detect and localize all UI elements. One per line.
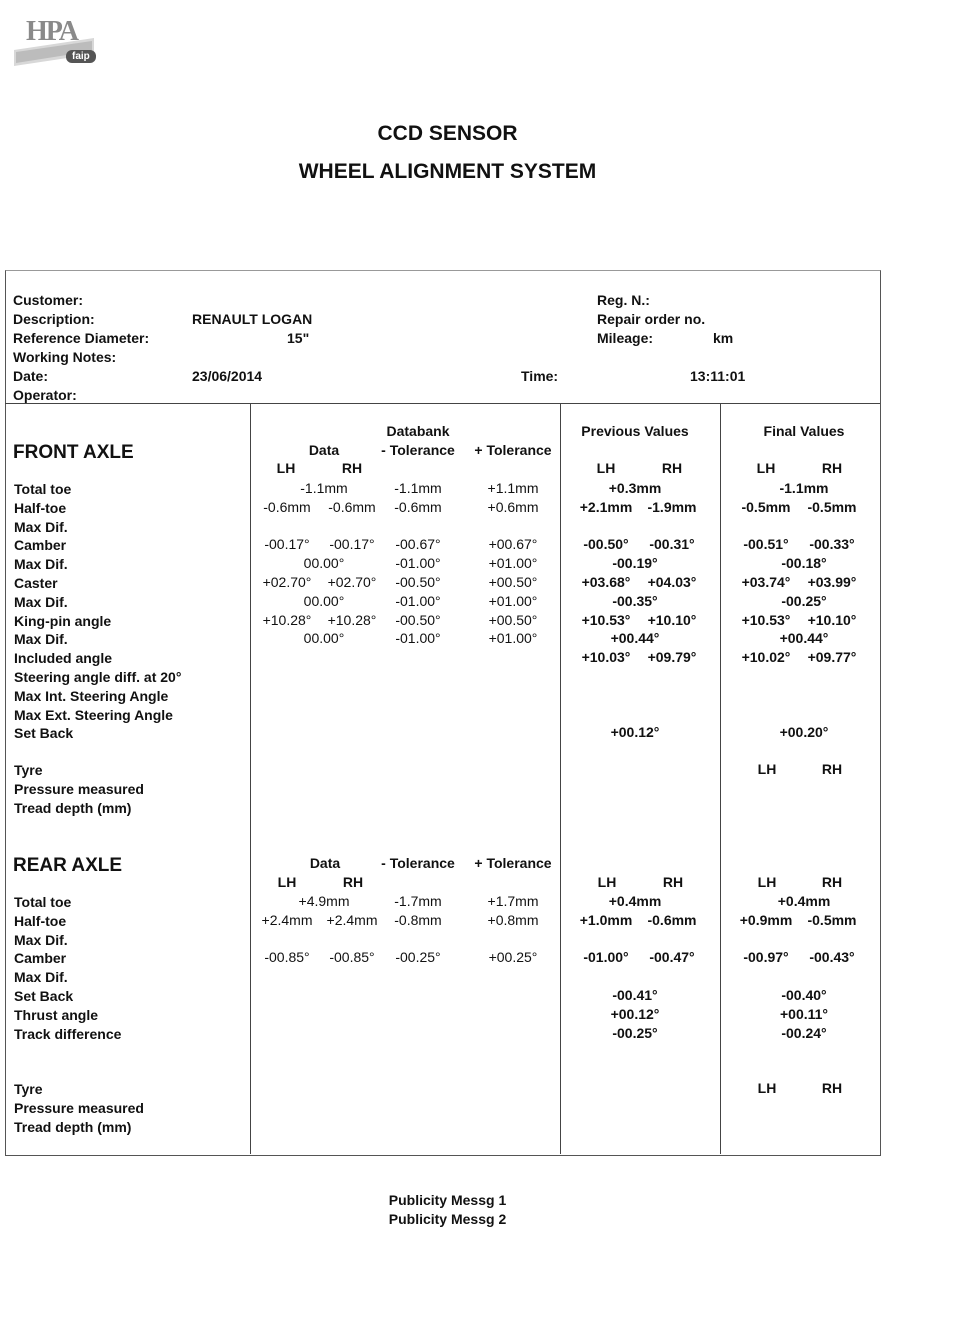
rear-previous-lh-value: +1.0mm (579, 911, 633, 928)
rear-previous-rh-value: -00.47° (649, 949, 695, 966)
rear-final-value: +0.4mm (777, 893, 831, 909)
front-row-label: King-pin angle (14, 612, 112, 629)
rear-plus-tolerance-header: + Tolerance (474, 855, 552, 871)
front-final-rh-value: +09.77° (807, 649, 857, 666)
rear-data-lh-value: +2.4mm (261, 911, 313, 928)
front-data-lh-value: -0.6mm (263, 498, 311, 515)
rear-row-label: Max Dif. (14, 931, 68, 948)
front-final-value: +00.20° (779, 724, 829, 741)
rear-minus-tolerance-value: -1.7mm (394, 893, 442, 909)
rear-final-rh-value: -00.43° (809, 949, 855, 966)
front-final-header: Final Values (763, 423, 845, 439)
front-previous-value: -00.35° (612, 592, 658, 609)
rear-final-lh-value: +0.9mm (739, 911, 793, 928)
front-previous-value: -00.19° (612, 555, 658, 572)
rear-prev-lh-header: LH (597, 874, 617, 890)
front-previous-rh-value: +09.79° (647, 649, 697, 666)
rear-final-value: -00.24° (781, 1024, 827, 1041)
front-row-label: Max Dif. (14, 518, 68, 535)
rear-prev-rh-header: RH (662, 874, 684, 890)
front-row-label: Max Dif. (14, 593, 68, 610)
rear-final-rh-value: -0.5mm (807, 911, 857, 928)
rear-previous-value: -00.41° (612, 987, 658, 1003)
date-label: Date: (13, 368, 49, 384)
date-value: 23/06/2014 (192, 368, 263, 384)
front-data-lh-value: +10.28° (262, 611, 312, 628)
rear-final-lh-header: LH (757, 874, 777, 890)
front-plus-tolerance-value: +0.6mm (487, 498, 539, 515)
rear-row-label: Thrust angle (14, 1006, 99, 1023)
front-row-label: Camber (14, 537, 67, 554)
rear-plus-tolerance-value: +00.25° (488, 949, 538, 966)
rear-final-value: +00.11° (779, 1005, 829, 1022)
rear-data-rh-value: -00.85° (329, 949, 375, 966)
front-final-rh-value: -00.33° (809, 536, 855, 553)
front-final-rh-value: +03.99° (807, 574, 857, 590)
front-previous-rh-value: +04.03° (647, 574, 697, 590)
front-row-label: Set Back (14, 725, 74, 742)
front-data-value: 00.00° (303, 592, 345, 609)
rear-previous-value: +00.12° (610, 1005, 660, 1022)
header-divider (5, 403, 880, 404)
reg-number-label: Reg. N.: (597, 292, 650, 308)
front-previous-lh-value: +03.68° (581, 574, 631, 590)
front-previous-rh-value: -1.9mm (647, 498, 697, 515)
rear-data-rh-value: +2.4mm (326, 911, 378, 928)
front-data-value: -1.1mm (300, 480, 348, 496)
front-row-label: Max Ext. Steering Angle (14, 706, 173, 723)
front-minus-tolerance-value: -0.6mm (394, 498, 442, 515)
rear-previous-value: +0.4mm (608, 893, 662, 909)
mileage-unit: km (713, 330, 734, 346)
front-final-lh-value: +10.02° (741, 649, 791, 666)
front-row-label: Steering angle diff. at 20° (14, 669, 182, 685)
rear-plus-tolerance-value: +0.8mm (487, 911, 539, 928)
front-plus-tolerance-value: +01.00° (488, 555, 538, 572)
front-final-rh-header: RH (821, 460, 843, 476)
front-minus-tolerance-value: -00.50° (395, 574, 441, 590)
rear-data-lh-value: -00.85° (264, 949, 310, 966)
rear-data-value: +4.9mm (298, 893, 350, 909)
front-data-lh-value: -00.17° (264, 536, 310, 553)
rear-data-rh-header: RH (342, 874, 364, 890)
report-title: CCD SENSOR (377, 122, 518, 145)
front-data-rh-value: -00.17° (329, 536, 375, 553)
front-pressure-label: Pressure measured (14, 781, 144, 797)
front-previous-value: +00.44° (610, 630, 660, 647)
front-final-lh-header: LH (756, 460, 776, 476)
front-final-value: -00.25° (781, 592, 827, 609)
front-data-lh-value: +02.70° (262, 574, 312, 590)
repair-order-label: Repair order no. (597, 311, 706, 327)
front-final-lh-value: +03.74° (741, 574, 791, 590)
front-plus-tolerance-value: +00.67° (488, 536, 538, 553)
front-plus-tolerance-value: +00.50° (488, 611, 538, 628)
logo-badge: faip (66, 50, 96, 63)
front-previous-rh-value: -00.31° (649, 536, 695, 553)
front-previous-lh-value: +2.1mm (579, 498, 633, 515)
rear-previous-lh-value: -01.00° (583, 949, 629, 966)
time-label: Time: (521, 368, 559, 384)
column-divider-labels (250, 403, 251, 1154)
rear-minus-tolerance-header: - Tolerance (381, 855, 455, 871)
rear-data-header: Data (309, 855, 341, 871)
front-final-lh-value: +10.53° (741, 611, 791, 628)
front-previous-lh-value: +10.53° (581, 611, 631, 628)
reference-diameter-label: Reference Diameter: (13, 330, 150, 346)
front-minus-tolerance-header: - Tolerance (381, 442, 455, 458)
front-plus-tolerance-value: +01.00° (488, 592, 538, 609)
front-row-label: Total toe (14, 481, 72, 497)
front-minus-tolerance-value: -00.67° (395, 536, 441, 553)
mileage-label: Mileage: (597, 330, 654, 346)
front-plus-tolerance-value: +00.50° (488, 574, 538, 590)
front-data-rh-value: +02.70° (327, 574, 377, 590)
front-final-lh-value: -0.5mm (741, 498, 791, 515)
column-divider-previous (720, 403, 721, 1154)
reference-diameter-value: 15" (287, 330, 310, 346)
front-row-label: Max Int. Steering Angle (14, 687, 169, 704)
front-final-value: +00.44° (779, 630, 829, 647)
front-data-lh-header: LH (276, 460, 296, 476)
hpa-faip-logo (14, 16, 100, 68)
front-previous-header: Previous Values (581, 423, 689, 439)
front-row-label: Included angle (14, 650, 113, 667)
description-value: RENAULT LOGAN (192, 311, 313, 327)
front-tyre-label: Tyre (14, 762, 43, 778)
front-previous-value: +0.3mm (608, 480, 662, 496)
front-data-header: Data (308, 442, 340, 458)
rear-row-label: Camber (14, 950, 67, 967)
front-row-label: Caster (14, 575, 58, 591)
column-divider-databank (560, 403, 561, 1154)
front-minus-tolerance-value: -1.1mm (394, 480, 442, 496)
publicity-message-2: Publicity Messg 2 (388, 1211, 507, 1227)
rear-tyre-lh-header: LH (757, 1080, 777, 1096)
front-row-label: Max Dif. (14, 631, 68, 648)
front-row-label: Max Dif. (14, 556, 68, 573)
front-previous-lh-value: +10.03° (581, 649, 631, 666)
front-data-rh-value: -0.6mm (328, 498, 376, 515)
front-final-value: -00.18° (781, 555, 827, 572)
logo-text: HPA (26, 16, 78, 47)
front-previous-rh-value: +10.10° (647, 611, 697, 628)
rear-tread-label: Tread depth (mm) (14, 1119, 132, 1135)
rear-tyre-label: Tyre (14, 1081, 43, 1097)
front-tyre-lh-header: LH (757, 761, 777, 777)
front-data-rh-header: RH (341, 460, 363, 476)
front-minus-tolerance-value: -01.00° (395, 555, 441, 572)
operator-label: Operator: (13, 387, 77, 403)
front-prev-rh-header: RH (661, 460, 683, 476)
rear-row-label: Set Back (14, 988, 74, 1004)
front-data-rh-value: +10.28° (327, 611, 377, 628)
front-minus-tolerance-value: -01.00° (395, 630, 441, 647)
rear-tyre-rh-header: RH (821, 1080, 843, 1096)
front-tyre-rh-header: RH (821, 761, 843, 777)
front-tread-label: Tread depth (mm) (14, 800, 132, 816)
front-final-rh-value: -0.5mm (807, 498, 857, 515)
front-plus-tolerance-value: +01.00° (488, 630, 538, 647)
rear-row-label: Track difference (14, 1025, 122, 1042)
rear-previous-value: -00.25° (612, 1024, 658, 1041)
rear-row-label: Max Dif. (14, 969, 68, 986)
description-label: Description: (13, 311, 95, 327)
rear-data-lh-header: LH (277, 874, 297, 890)
rear-row-label: Half-toe (14, 912, 67, 929)
customer-label: Customer: (13, 292, 84, 308)
rear-final-lh-value: -00.97° (743, 949, 789, 966)
front-previous-value: +00.12° (610, 724, 660, 741)
rear-minus-tolerance-value: -00.25° (395, 949, 441, 966)
front-plus-tolerance-header: + Tolerance (474, 442, 552, 458)
working-notes-label: Working Notes: (13, 349, 117, 365)
front-plus-tolerance-value: +1.1mm (487, 480, 539, 496)
front-data-value: 00.00° (303, 555, 345, 572)
front-minus-tolerance-value: -01.00° (395, 592, 441, 609)
rear-final-value: -00.40° (781, 987, 827, 1003)
front-final-rh-value: +10.10° (807, 611, 857, 628)
front-final-value: -1.1mm (779, 480, 829, 496)
rear-final-rh-header: RH (821, 874, 843, 890)
rear-pressure-label: Pressure measured (14, 1100, 144, 1116)
front-minus-tolerance-value: -00.50° (395, 611, 441, 628)
report-subtitle: WHEEL ALIGNMENT SYSTEM (298, 160, 597, 183)
rear-row-label: Total toe (14, 894, 72, 910)
front-databank-header: Databank (386, 423, 450, 439)
rear-axle-title: REAR AXLE (13, 855, 123, 876)
rear-plus-tolerance-value: +1.7mm (487, 893, 539, 909)
front-prev-lh-header: LH (596, 460, 616, 476)
front-axle-title: FRONT AXLE (13, 442, 134, 463)
publicity-message-1: Publicity Messg 1 (388, 1192, 507, 1208)
front-data-value: 00.00° (303, 630, 345, 647)
rear-previous-rh-value: -0.6mm (647, 911, 697, 928)
front-previous-lh-value: -00.50° (583, 536, 629, 553)
front-final-lh-value: -00.51° (743, 536, 789, 553)
time-value: 13:11:01 (690, 368, 746, 384)
rear-minus-tolerance-value: -0.8mm (394, 911, 442, 928)
front-row-label: Half-toe (14, 499, 67, 516)
